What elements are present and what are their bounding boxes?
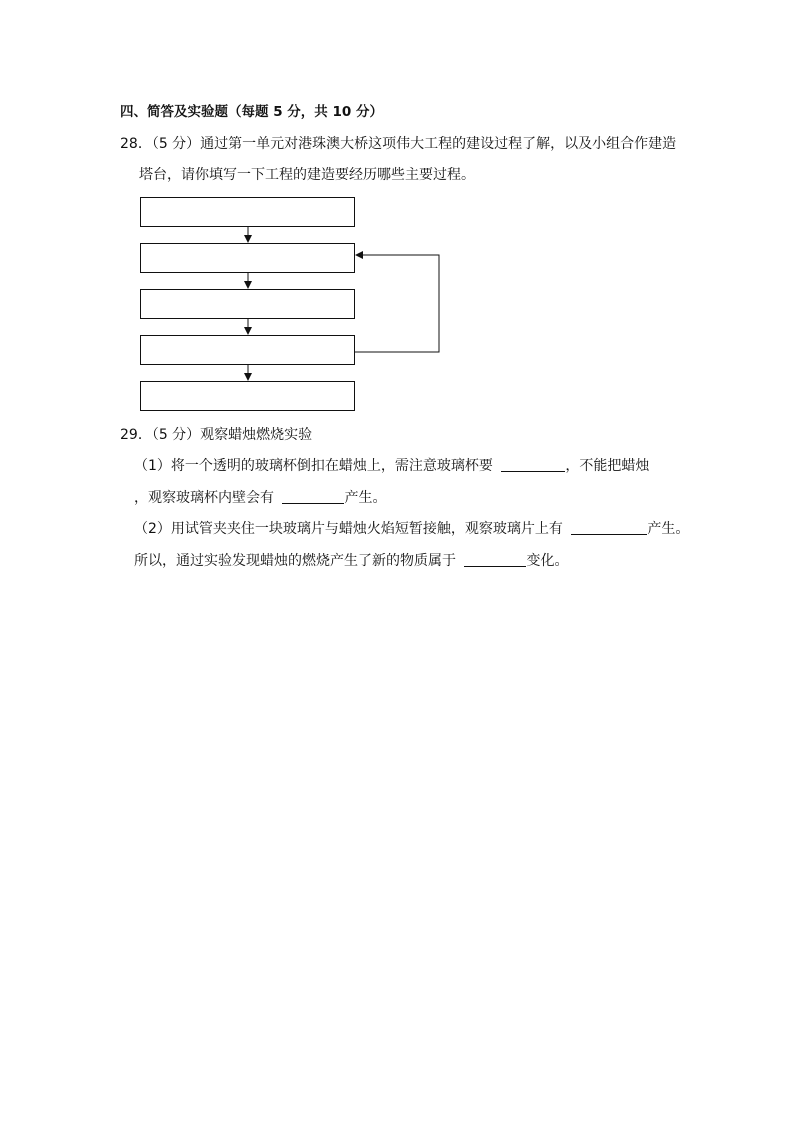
q29-p1-line1 bbox=[134, 457, 649, 475]
q29-p1-text-c: ，观察玻璃杯内壁会有 bbox=[134, 490, 274, 506]
q28-text-line2: 塔台，请你填写一下工程的建造要经历哪些主要过程。 bbox=[139, 167, 475, 183]
q29-p1-line2 bbox=[134, 489, 386, 507]
answer-blank-4[interactable] bbox=[464, 552, 526, 567]
answer-blank-2[interactable] bbox=[282, 489, 344, 504]
q29-p2-line2 bbox=[134, 552, 568, 570]
answer-blank-1[interactable] bbox=[501, 457, 565, 472]
q29-heading bbox=[120, 426, 312, 444]
q29-p1-text-a: （1）将一个透明的玻璃杯倒扣在蜡烛上，需注意玻璃杯要 bbox=[134, 458, 493, 474]
q29-p1-text-b: ，不能把蜡烛 bbox=[565, 458, 650, 474]
q28-number: 28．（5 分） bbox=[120, 136, 201, 152]
q29-p2-text-c: 所以，通过实验发现蜡烛的燃烧产生了新的物质属于 bbox=[134, 553, 456, 569]
q29-p2-line1 bbox=[134, 520, 689, 538]
q29-p2-text-b: 产生。 bbox=[647, 521, 690, 537]
section-title: 四、简答及实验题（每题 5 分，共 10 分） bbox=[120, 104, 383, 120]
q29-title: 观察蜡烛燃烧实验 bbox=[200, 427, 313, 443]
q29-p2-text-a: （2）用试管夹夹住一块玻璃片与蜡烛火焰短暂接触，观察玻璃片上有 bbox=[134, 521, 563, 537]
q29-number: 29．（5 分） bbox=[120, 427, 201, 443]
q28-text-line1: 通过第一单元对港珠澳大桥这项伟大工程的建设过程了解，以及小组合作建造 bbox=[200, 136, 677, 152]
q29-p1-text-d: 产生。 bbox=[344, 490, 387, 506]
q29-p2-text-d: 变化。 bbox=[526, 553, 569, 569]
answer-blank-3[interactable] bbox=[571, 520, 647, 535]
feedback-arrow bbox=[355, 255, 439, 352]
